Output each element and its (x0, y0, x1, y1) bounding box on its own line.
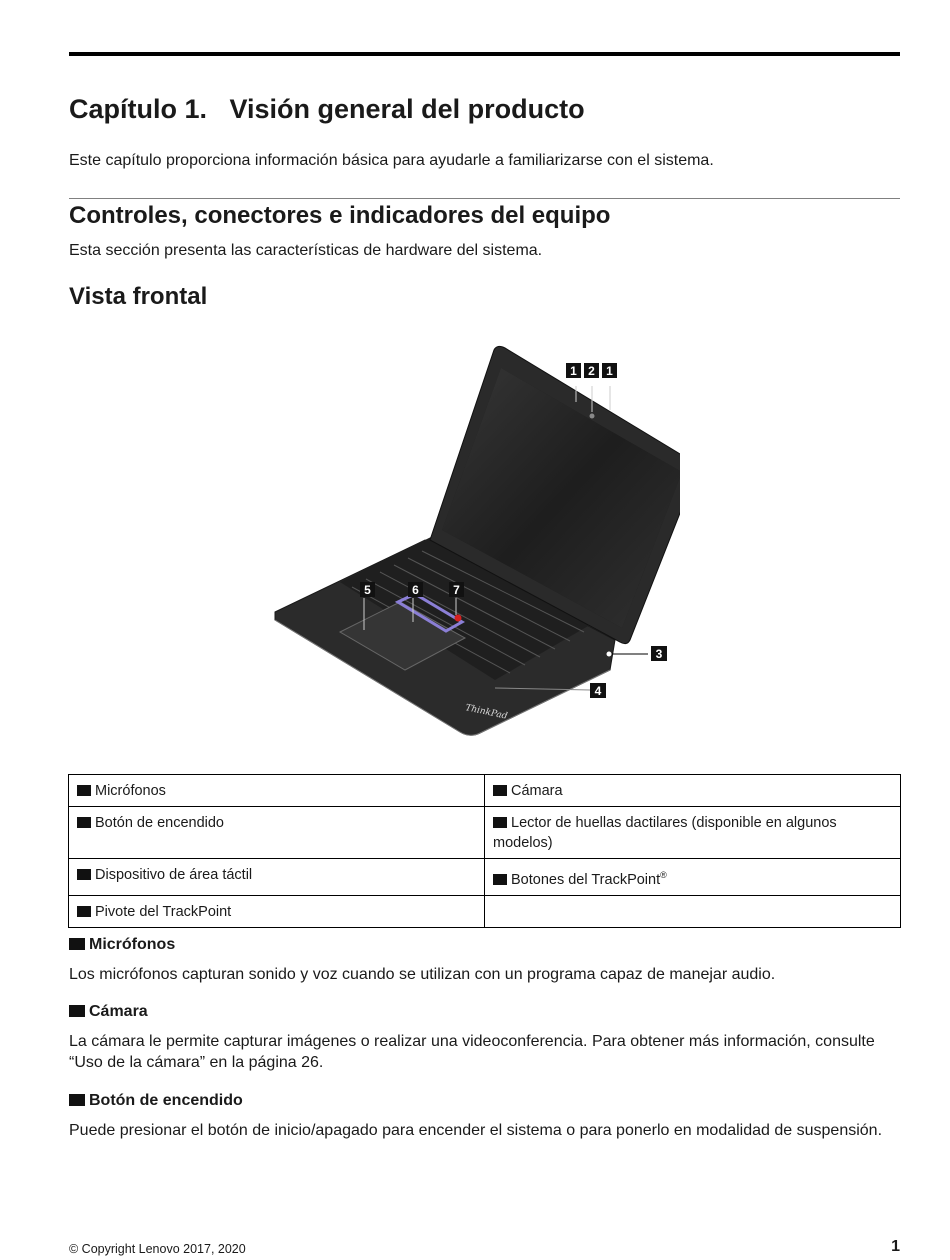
description-heading: Cámara (89, 1003, 148, 1020)
chapter-intro: Este capítulo proporciona información básica para ayudarle a familiarizarse con el sistema. (69, 152, 714, 169)
callout-square-icon (69, 938, 85, 950)
chapter-title: Capítulo 1. Visión general del producto (69, 94, 585, 124)
table-row (69, 807, 901, 859)
callout-3: 3 (655, 647, 663, 661)
table-row (69, 859, 901, 896)
description-text: Los micrófonos capturan sonido y voz cuando se utilizan con un programa capaz de manejar audio. (69, 966, 776, 983)
table-cell (485, 807, 901, 859)
callout-square-icon (493, 817, 507, 828)
description-microphones (69, 936, 889, 985)
thinkpad-logo: ThinkPad (464, 703, 509, 722)
section-intro: Esta sección presenta las características de hardware del sistema. (69, 242, 543, 259)
legend-label: Pivote del TrackPoint (95, 903, 232, 920)
callout-2: 2 (588, 364, 595, 378)
section-divider (69, 198, 900, 199)
callout-square-icon (69, 1094, 85, 1106)
laptop-front-view-illustration (270, 340, 680, 740)
top-rule (69, 52, 900, 56)
description-text: Puede presionar el botón de inicio/apagado para encender el sistema o para ponerlo en modalidad de suspensión. (69, 1122, 883, 1139)
table-cell (485, 775, 901, 807)
legend-label: Cámara (511, 783, 563, 799)
table-row (69, 775, 901, 807)
callout-square-icon (77, 785, 91, 796)
table-cell (69, 807, 485, 859)
legend-label: Dispositivo de área táctil (95, 867, 253, 883)
callout-square-icon (493, 874, 507, 885)
callout-square-icon (77, 817, 91, 828)
legend-label: Micrófonos (95, 783, 166, 799)
legend-label: Lector de huellas dactilares (disponible en algunos modelos) (493, 815, 837, 851)
table-cell (69, 895, 485, 927)
description-camera (69, 1003, 889, 1073)
description-power-button (69, 1092, 889, 1141)
table-cell (69, 775, 485, 807)
description-heading: Botón de encendido (89, 1092, 243, 1109)
section-title: Controles, conectores e indicadores del equipo (69, 202, 611, 229)
description-heading: Micrófonos (89, 936, 176, 953)
page-number: 1 (891, 1238, 900, 1255)
component-legend-table (68, 774, 901, 928)
registered-mark: ® (660, 870, 667, 880)
callout-square-icon (493, 785, 507, 796)
table-cell (485, 895, 901, 927)
callout-6: 6 (412, 583, 419, 597)
copyright-footer: © Copyright Lenovo 2017, 2020 (69, 1242, 246, 1256)
subsection-title: Vista frontal (69, 283, 208, 310)
legend-label: Botones del TrackPoint (511, 871, 661, 888)
callout-1b: 1 (606, 364, 613, 378)
table-cell (485, 859, 901, 896)
callout-1a: 1 (570, 364, 577, 378)
callout-square-icon (69, 1005, 85, 1017)
callout-4: 4 (594, 684, 602, 698)
legend-label: Botón de encendido (95, 815, 224, 831)
callout-square-icon (77, 906, 91, 917)
callout-7: 7 (453, 583, 460, 597)
description-text: La cámara le permite capturar imágenes o realizar una videoconferencia. Para obtener más información, consulte “Uso de la cámara” en la página 26. (69, 1033, 875, 1071)
table-cell (69, 859, 485, 896)
callout-5: 5 (364, 583, 371, 597)
callout-square-icon (77, 869, 91, 880)
table-row (69, 895, 901, 927)
